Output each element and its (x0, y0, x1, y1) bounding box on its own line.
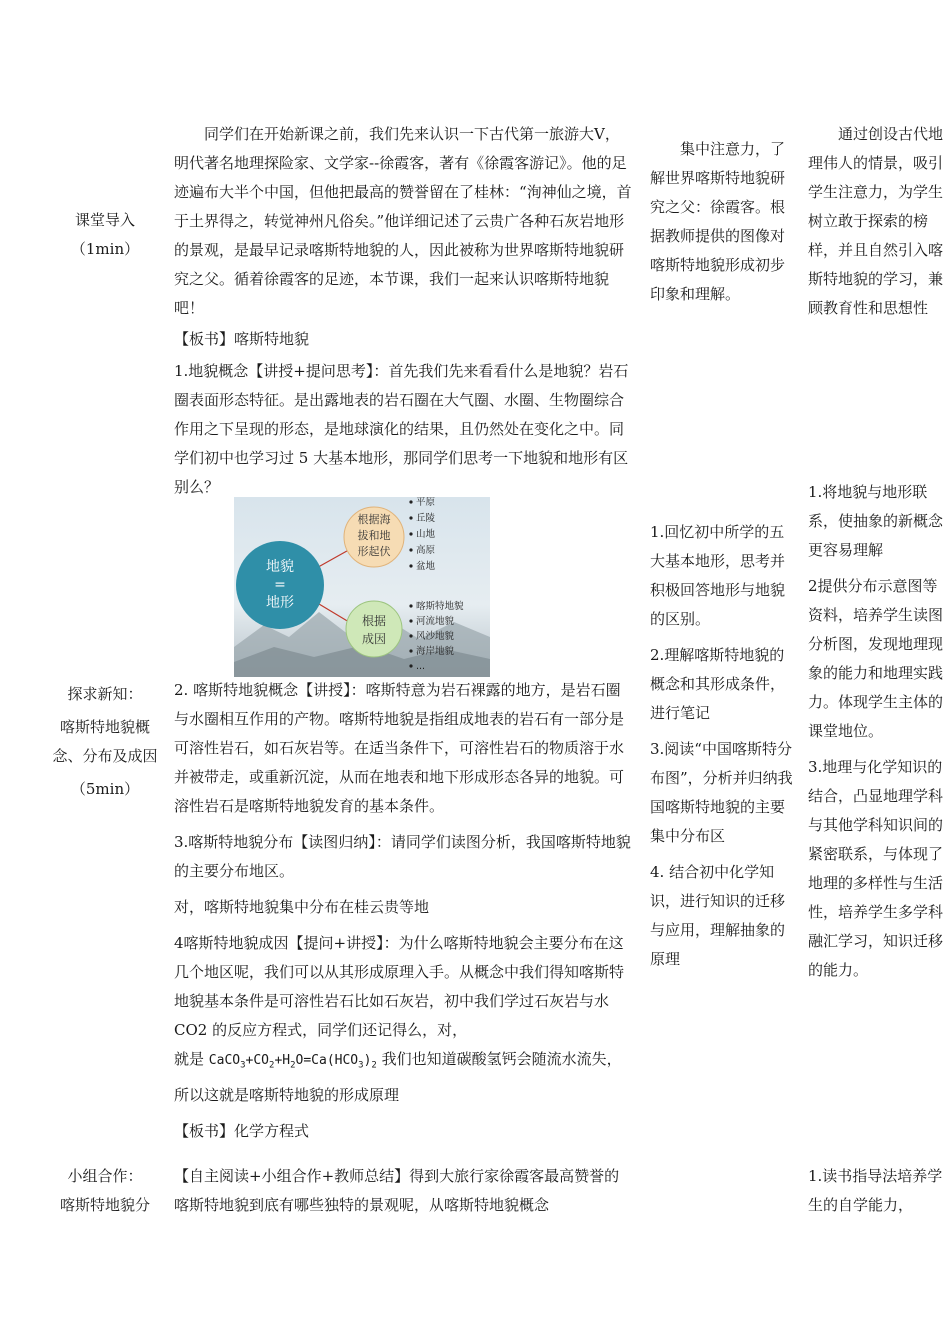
stage-group-line1: 小组合作： (67, 1167, 143, 1185)
stage-explore (50, 680, 160, 804)
explore-purpose-2: 2提供分布示意图等资料，培养学生读图分析图，发现地理现象的能力和地理实践力。体现学生主体的课堂地位。 (808, 577, 944, 740)
bottom-item-4: ... (416, 661, 426, 672)
explore-karst-concept: 2. 喀斯特地貌概念【讲授】：喀斯特意为岩石裸露的地方，是岩石圈与水圈相互作用的产物。喀斯特地貌是指组成地表的岩石有一部分是可溶性岩石，如石灰岩等。在适当条件下，可溶性岩石的物质溶于水并被带走，或重新沉淀，从而在地表和地下形成形态各异的地貌。可溶性岩石是喀斯特地貌发育的基本条件。 (174, 681, 625, 815)
intro-board: 【板书】喀斯特地貌 (174, 330, 310, 348)
stage-group (50, 1162, 160, 1220)
formula-tail: 我们也知道碳酸氢钙会随流水流失，所以这就是喀斯特地貌的形成原理 (174, 1050, 622, 1104)
explore-student-4: 4. 结合初中化学知识，进行知识的迁移与应用，理解抽象的原理 (650, 863, 786, 968)
explore-design-purpose (808, 478, 948, 985)
explore-purpose-1: 1.将地貌与地形联系，使抽象的新概念更容易理解 (808, 483, 944, 559)
formula-prefix: 就是 (174, 1050, 205, 1068)
landform-diagram (234, 497, 490, 677)
explore-purpose-3: 3.地理与化学知识的结合，凸显地理学科与其他学科知识间的紧密联系，与体现了地理的多样性与生活性，培养学生多学科融汇学习，知识迁移的能力。 (808, 758, 944, 979)
intro-content (174, 120, 634, 354)
top-item-3: 高原 (416, 545, 436, 556)
intro-design-purpose (808, 120, 948, 323)
chemical-formula: $CaCO_3+CO_2+H_2O=Ca(HCO_3)_2$ (208, 1053, 377, 1071)
intro-student-activity (650, 135, 795, 309)
bottom-bubble-line1: 根据 (361, 614, 387, 628)
stage-explore-line2: 喀斯特地貌概念、分布及成因 (52, 718, 158, 765)
stage-explore-time: （5min） (70, 780, 140, 798)
explore-formula-line (174, 1045, 634, 1110)
center-line2: = (274, 577, 286, 593)
explore-student-activity (650, 518, 795, 974)
group-design-purpose (808, 1162, 948, 1220)
stage-explore-line1: 探求新知： (67, 685, 143, 703)
bottom-item-3: 海岸地貌 (416, 646, 455, 657)
explore-part1 (174, 357, 634, 502)
intro-purpose-text: 通过创设古代地理伟人的情景，吸引学生注意力，为学生树立敢于探索的榜样，并且自然引入喀斯特地貌的学习，兼顾教育性和思想性 (808, 125, 944, 317)
bottom-item-1: 河流地貌 (416, 616, 455, 627)
group-purpose-text: 1.读书指导法培养学生的自学能力， (808, 1167, 943, 1214)
center-line1: 地貌 (266, 559, 294, 575)
bottom-item-2: 风沙地貌 (416, 631, 455, 642)
explore-landform-concept: 1.地貌概念【讲授+提问思考】：首先我们先来看看什么是地貌？岩石圈表面形态特征。是出露地表的岩石圈在大气圈、水圈、生物圈综合作用之下呈现的形态，是地球演化的结果，且仍然处在变化之中。同学们初中也学习过 5 大基本地形，那同学们思考一下地貌和地形有区别么？ (174, 362, 629, 496)
explore-karst-cause: 4喀斯特地貌成因【提问+讲授】：为什么喀斯特地貌会主要分布在这几个地区呢，我们可以从其形成原理入手。从概念中我们得知喀斯特地貌基本条件是可溶性岩石比如石灰岩，初中我们学过石灰岩与水 CO2 的反应方程式，同学们还记得么，对， (174, 934, 625, 1039)
intro-paragraph: 同学们在开始新课之前，我们先来认识一下古代第一旅游大V，明代著名地理探险家、文学家--徐霞客，著有《徐霞客游记》。他的足迹遍布大半个中国，但他把最高的赞誉留在了桂林：“洵神仙之境，首于土界得之，转觉神州凡俗矣。”他详细记述了云贵广各种石灰岩地形的景观，是最早记录喀斯特地貌的人，因此被称为世界喀斯特地貌研究之父。循着徐霞客的足迹，本节课，我们一起来认识喀斯特地貌吧！ (174, 125, 632, 317)
top-item-0: 平原 (416, 497, 436, 508)
stage-intro-label: 课堂导入 (74, 211, 135, 229)
top-item-1: 丘陵 (416, 513, 436, 524)
explore-student-3: 3.阅读“中国喀斯特分布图”，分析并归纳我国喀斯特地貌的主要集中分布区 (650, 740, 793, 845)
bottom-bubble (346, 601, 402, 657)
top-item-4: 盆地 (416, 561, 436, 572)
top-bubble-line3: 形起伏 (357, 545, 391, 558)
stage-intro-time: （1min） (70, 240, 140, 258)
bottom-bubble-line2: 成因 (361, 632, 387, 646)
explore-student-1: 1.回忆初中所学的五大基本地形，思考并积极回答地形与地貌的区别。 (650, 523, 786, 628)
top-bubble-line1: 根据海 (357, 513, 391, 526)
explore-karst-distribution: 3.喀斯特地貌分布【读图归纳】：请同学们读图分析，我国喀斯特地貌的主要分布地区。 (174, 833, 631, 880)
group-content (174, 1162, 634, 1220)
group-paragraph: 【自主阅读+小组合作+教师总结】得到大旅行家徐霞客最高赞誉的喀斯特地貌到底有哪些独特的景观呢，从喀斯特地貌概念 (174, 1167, 620, 1214)
top-item-2: 山地 (416, 529, 436, 540)
explore-student-2: 2.理解喀斯特地貌的概念和其形成条件，进行笔记 (650, 646, 786, 722)
intro-student-text: 集中注意力，了解世界喀斯特地貌研究之父：徐霞客。根据教师提供的图像对喀斯特地貌形成初步印象和理解。 (650, 140, 786, 303)
stage-group-line2: 喀斯特地貌分 (59, 1196, 150, 1214)
top-bubble-line2: 拔和地 (357, 529, 391, 542)
explore-distribution-answer: 对，喀斯特地貌集中分布在桂云贵等地 (174, 898, 430, 916)
center-line3: 地形 (266, 595, 294, 611)
explore-part2 (174, 676, 634, 1146)
explore-board: 【板书】化学方程式 (174, 1121, 310, 1140)
bottom-item-0: 喀斯特地貌 (416, 601, 464, 612)
stage-intro (50, 206, 160, 264)
